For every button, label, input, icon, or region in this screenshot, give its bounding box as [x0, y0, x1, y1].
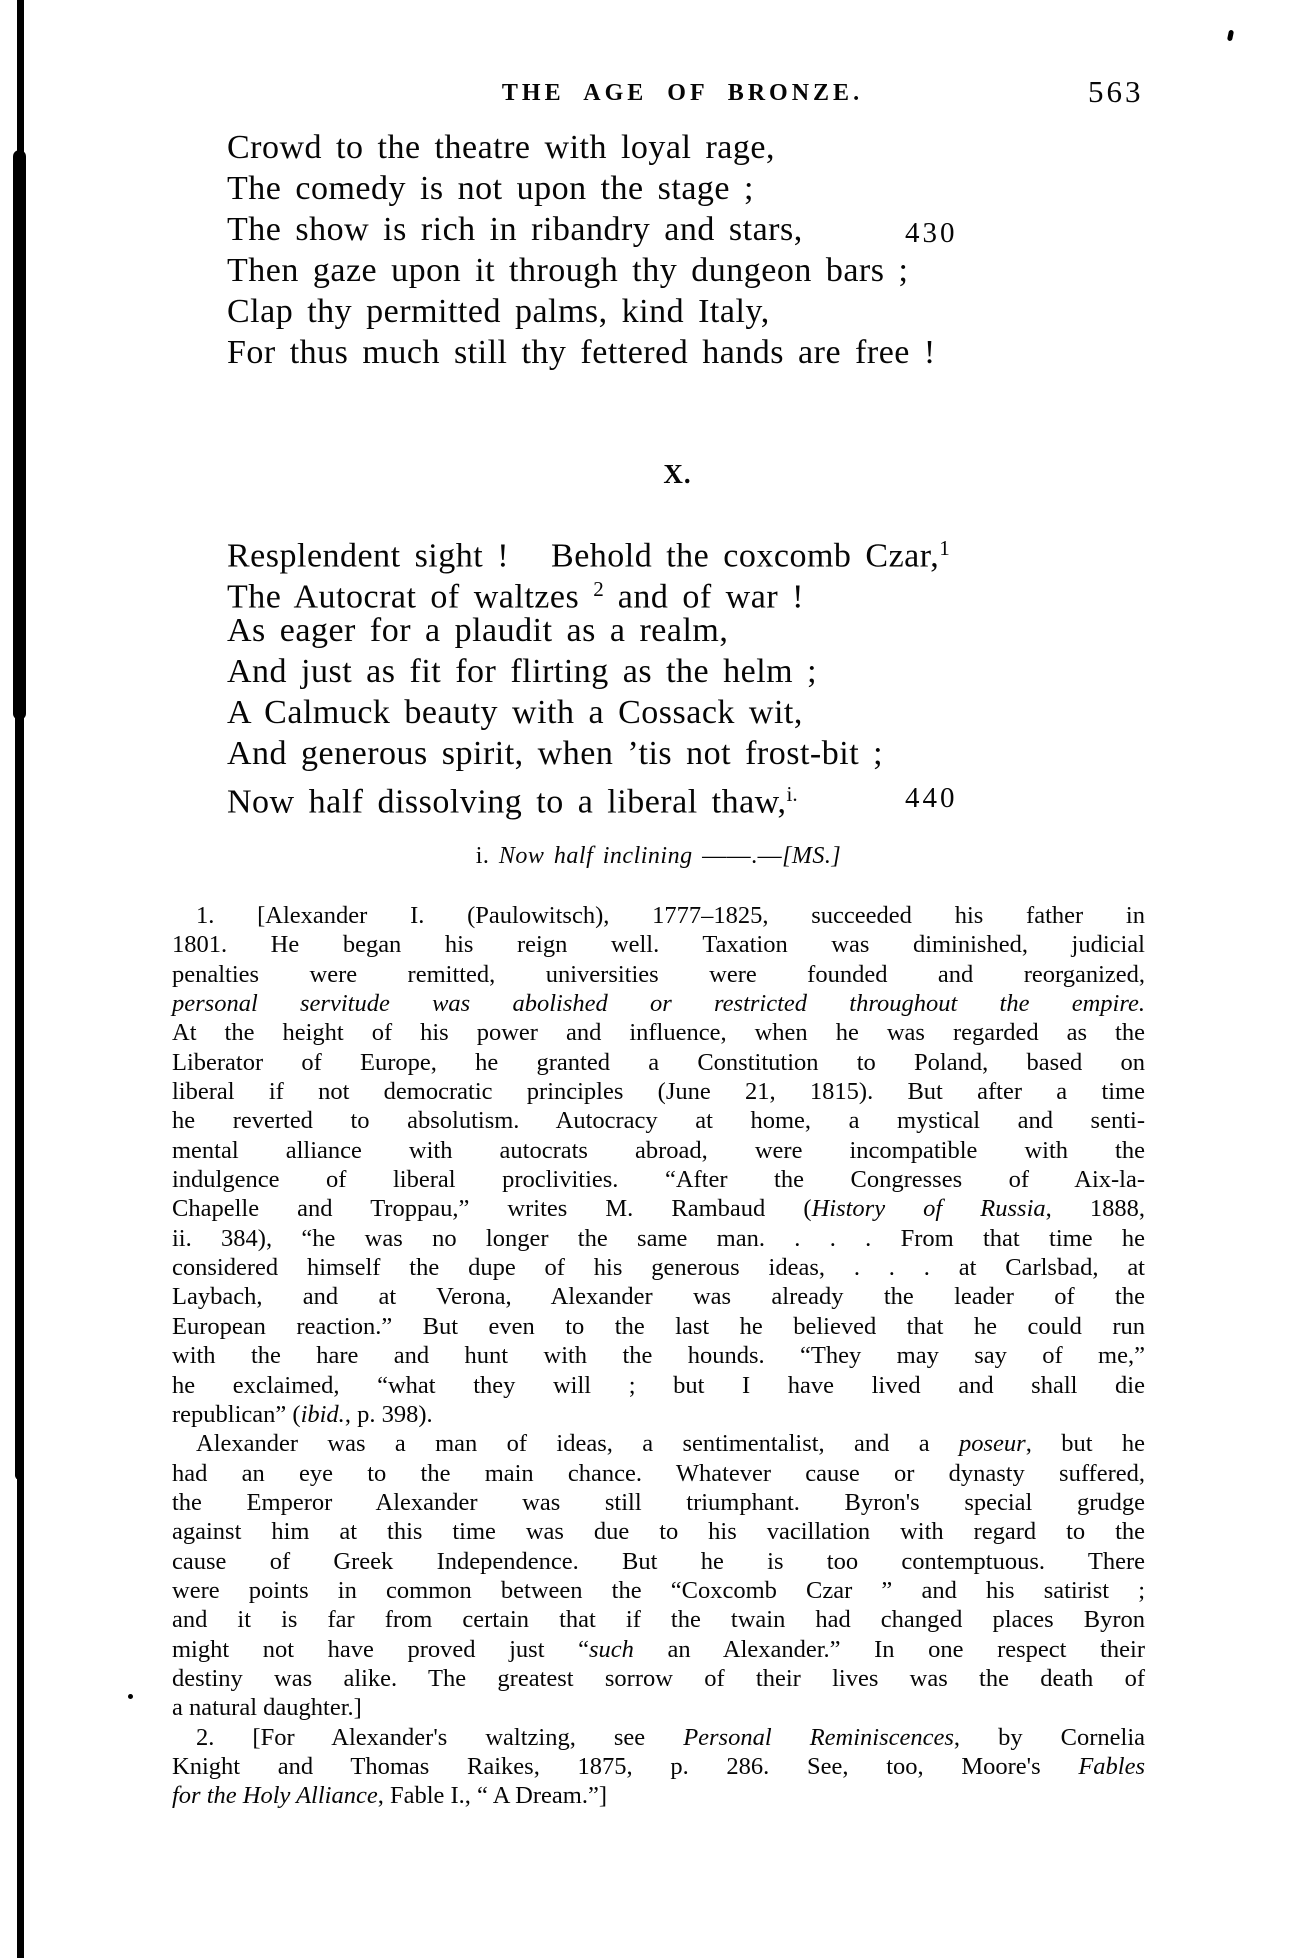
poem-line: [227, 610, 1087, 651]
footnotes-block: [172, 901, 1145, 1811]
text-segment: republican” (: [172, 1400, 301, 1428]
text-segment: Resplendent sight ! Behold the coxcomb Czar,: [227, 537, 940, 575]
footnote-line: [172, 1048, 1145, 1077]
footnote-line: [172, 1253, 1145, 1282]
text-segment: The comedy is not upon the stage ;: [227, 170, 754, 207]
text-segment: For thus much still thy fettered hands are free !: [227, 334, 936, 371]
footnote-line: [172, 1429, 1145, 1458]
poem-line: [227, 291, 1087, 332]
footnote-line: [172, 1547, 1145, 1576]
text-segment: ii. 384), “he was no longer the same man. . . . From that time he: [172, 1224, 1145, 1252]
footnote-line: [172, 930, 1145, 959]
text-segment: considered himself the dupe of his generous ideas, . . . at Carlsbad, at: [172, 1254, 1145, 1282]
footnote-line: [172, 1194, 1145, 1223]
italic-text: Now half inclining: [498, 843, 703, 869]
footnote-line: [172, 1459, 1145, 1488]
text-segment: Then gaze upon it through thy dungeon bars ;: [227, 252, 909, 289]
footnote-line: [172, 1517, 1145, 1546]
footnote-line: [172, 1077, 1145, 1106]
poem-line: [227, 774, 1087, 821]
text-segment: 1801. He began his reign well. Taxation was diminished, judicial: [172, 931, 1145, 959]
footnote-line: [172, 960, 1145, 989]
footnote-line: [172, 1282, 1145, 1311]
footnote-line: [172, 1018, 1145, 1047]
text-segment: European reaction.” But even to the last he believed that he could run: [172, 1312, 1145, 1340]
italic-text: Personal Reminiscences: [683, 1723, 954, 1751]
text-segment: with the hare and hunt with the hounds. “They may say of me,”: [172, 1342, 1145, 1370]
text-segment: 2. [For Alexander's waltzing, see: [196, 1723, 684, 1751]
poem-line: [227, 332, 1087, 373]
footnote-line: [172, 989, 1145, 1018]
footnote-line: [172, 1576, 1145, 1605]
binding-gutter-blotch: [13, 150, 26, 720]
stanza-x: [227, 528, 1087, 821]
text-segment: the Emperor Alexander was still triumphant. Byron's special grudge: [172, 1488, 1145, 1516]
text-segment: indulgence of liberal proclivities. “After the Congresses of Aix-la-: [172, 1166, 1145, 1194]
text-segment: The Autocrat of waltzes: [227, 578, 594, 616]
footnote-line: [172, 1165, 1145, 1194]
footnote-marker: i.: [786, 782, 798, 806]
text-segment: liberal if not democratic principles (June 21, 1815). But after a time: [172, 1078, 1145, 1106]
poem-line: [227, 692, 1087, 733]
italic-text: poseur: [959, 1430, 1026, 1458]
italic-text: Fables: [1078, 1752, 1145, 1780]
text-segment: destiny was alike. The greatest sorrow of their lives was the death of: [172, 1664, 1145, 1692]
page-number: 563: [1088, 74, 1144, 109]
text-segment: The show is rich in ribandry and stars,: [227, 211, 803, 248]
text-segment: Liberator of Europe, he granted a Constitution to Poland, based on: [172, 1048, 1145, 1076]
poem-line: [227, 733, 1087, 774]
text-segment: might not have proved just “: [172, 1635, 589, 1663]
poem-line: [227, 651, 1087, 692]
binding-gutter-line-lower: [15, 700, 24, 1480]
text-segment: , p. 398).: [344, 1400, 433, 1428]
text-segment: , Fable I., “ A Dream.”]: [377, 1782, 607, 1810]
text-segment: a natural daughter.]: [172, 1694, 362, 1722]
text-segment: were points in common between the “Coxcomb Czar ” and his satirist ;: [172, 1576, 1145, 1604]
footnote-line: [172, 1605, 1145, 1634]
text-segment: Now half dissolving to a liberal thaw,: [227, 783, 787, 821]
footnote-line: [172, 1106, 1145, 1135]
text-segment: Clap thy permitted palms, kind Italy,: [227, 293, 770, 330]
footnote-line: [172, 1635, 1145, 1664]
poem-line: [227, 528, 1087, 575]
footnote-marker: 2: [593, 577, 604, 601]
italic-text: History of Russia: [811, 1195, 1046, 1223]
text-segment: Alexander was a man of ideas, a sentimentalist, and a: [196, 1430, 960, 1458]
footnote-line: [172, 1341, 1145, 1370]
footnote-line: [172, 1136, 1145, 1165]
footnote-line: [172, 1488, 1145, 1517]
text-segment: ——.—: [702, 843, 783, 869]
footnote-line: [172, 901, 1145, 930]
footnote-line: [172, 1723, 1145, 1752]
text-segment: i.: [475, 843, 499, 869]
italic-text: such: [589, 1635, 634, 1663]
italic-text: for the Holy Alliance: [172, 1782, 378, 1810]
text-segment: Laybach, and at Verona, Alexander was already the leader of the: [172, 1283, 1145, 1311]
poem-line: [227, 569, 1087, 616]
text-segment: Crowd to the theatre with loyal rage,: [227, 129, 775, 166]
poem-line: [227, 127, 1087, 168]
text-segment: A Calmuck beauty with a Cossack wit,: [227, 694, 803, 731]
text-segment: Chapelle and Troppau,” writes M. Rambaud (: [172, 1195, 812, 1223]
text-segment: At the height of his power and influence, when he was regarded as the: [172, 1019, 1145, 1047]
footnote-line: [172, 1400, 1145, 1429]
text-segment: and it is far from certain that if the twain had changed places Byron: [172, 1606, 1145, 1634]
text-segment: , but he: [1025, 1430, 1145, 1458]
scan-speck: [1227, 30, 1234, 42]
text-segment: 1. [Alexander I. (Paulowitsch), 1777–1825, succeeded his father in: [196, 902, 1145, 929]
text-segment: mental alliance with autocrats abroad, were incompatible with the: [172, 1136, 1145, 1164]
text-segment: cause of Greek Independence. But he is too contemptuous. There: [172, 1547, 1145, 1575]
footnote-line: [172, 1371, 1145, 1400]
scan-speck: [128, 1694, 133, 1699]
text-segment: and of war !: [603, 578, 804, 616]
text-segment: Knight and Thomas Raikes, 1875, p. 286. See, too, Moore's: [172, 1752, 1079, 1780]
text-segment: And generous spirit, when ’tis not frost-bit ;: [227, 735, 884, 772]
page-title: THE AGE OF BRONZE.: [501, 80, 864, 106]
section-heading: X.: [663, 459, 692, 489]
text-segment: As eager for a plaudit as a realm,: [227, 612, 729, 649]
text-segment: had an eye to the main chance. Whatever cause or dynasty suffered,: [172, 1459, 1145, 1487]
footnote-line: [172, 1224, 1145, 1253]
poem-line: [227, 209, 1087, 250]
italic-text: personal servitude was abolished or restricted throughout the empire.: [172, 990, 1145, 1018]
stanza-ix: [227, 127, 1087, 373]
footnote-marker: 1: [939, 536, 950, 560]
text-segment: penalties were remitted, universities were founded and reorganized,: [172, 960, 1145, 988]
verse-line-number: 430: [905, 217, 958, 249]
footnote-line: [172, 1664, 1145, 1693]
italic-text: [MS.]: [782, 843, 842, 869]
footnote-line: [172, 1752, 1145, 1781]
text-segment: And just as fit for flirting as the helm ;: [227, 653, 818, 690]
poem-line: [227, 250, 1087, 291]
ms-variant-note: [172, 843, 1145, 870]
footnote-line: [172, 1781, 1145, 1810]
text-segment: an Alexander.” In one respect their: [633, 1635, 1145, 1663]
poem-line: [227, 168, 1087, 209]
footnote-line: [172, 1312, 1145, 1341]
italic-text: ibid.: [300, 1400, 345, 1428]
text-segment: he exclaimed, “what they will ; but I have lived and shall die: [172, 1371, 1145, 1399]
footnote-line: [172, 1693, 1145, 1722]
text-segment: , 1888,: [1045, 1195, 1145, 1223]
text-segment: he reverted to absolutism. Autocracy at home, a mystical and senti-: [172, 1107, 1145, 1135]
text-segment: against him at this time was due to his vacillation with regard to the: [172, 1518, 1145, 1546]
text-segment: , by Cornelia: [953, 1723, 1145, 1751]
verse-line-number: 440: [905, 782, 958, 814]
